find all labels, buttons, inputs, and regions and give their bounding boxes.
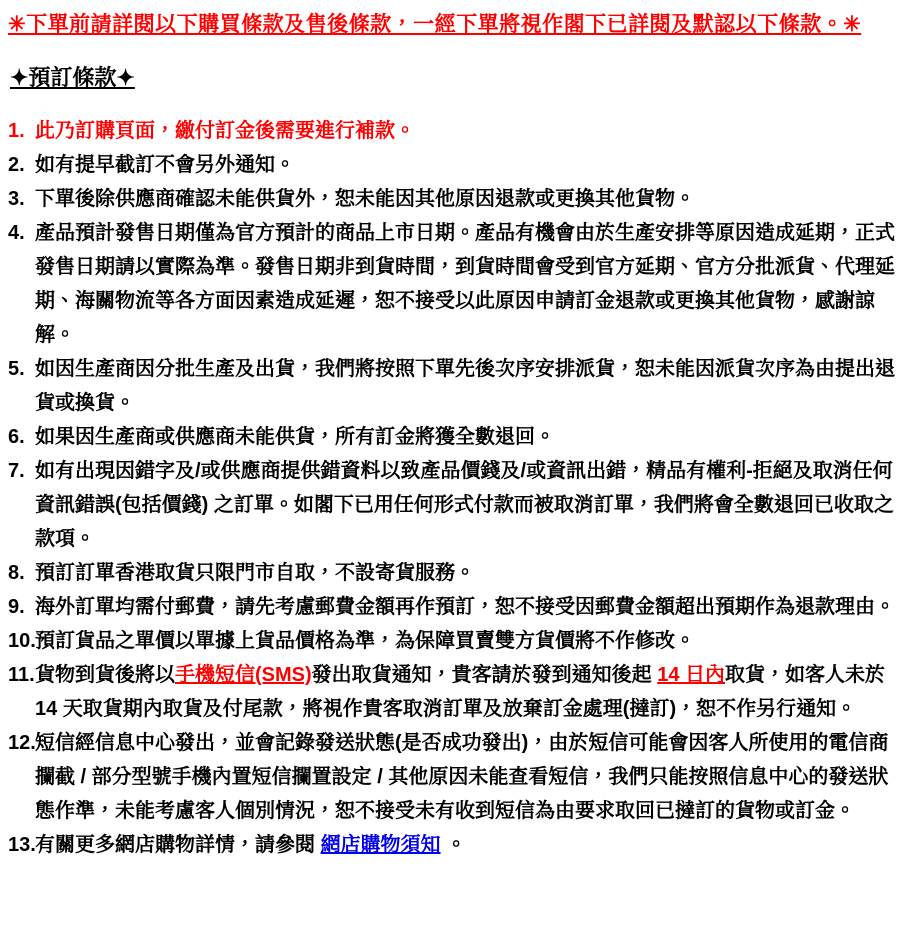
term-item-11 xyxy=(8,658,903,726)
term-number: 1. xyxy=(8,120,25,142)
term-number: 3. xyxy=(8,188,25,210)
term-text: 此乃訂購頁面，繳付訂金後需要進行補款。 xyxy=(35,120,415,142)
term-number: 2. xyxy=(8,154,25,176)
term-text: 如果因生產商或供應商未能供貨，所有訂金將獲全數退回。 xyxy=(35,426,555,448)
term-text: 如因生產商因分批生產及出貨，我們將按照下單先後次序安排派貨，恕未能因派貨次序為由提出退貨或換貨。 xyxy=(35,358,895,414)
term-text: 貨物到貨後將以 xyxy=(35,664,175,686)
term-text: 預訂貨品之單價以單據上貨品價格為準，為保障買賣雙方貨價將不作修改。 xyxy=(35,630,695,652)
term-text: 海外訂單均需付郵費，請先考慮郵費金額再作預訂，恕不接受因郵費金額超出預期作為退款理由。 xyxy=(35,596,895,618)
term-number: 10. xyxy=(8,630,36,652)
term-number: 8. xyxy=(8,562,25,584)
term-item-6 xyxy=(8,420,903,454)
term-text: 如有提早截訂不會另外通知。 xyxy=(35,154,295,176)
term-item-10 xyxy=(8,624,903,658)
term-number: 7. xyxy=(8,460,25,482)
term-number: 11. xyxy=(8,664,35,686)
term-text: 產品預計發售日期僅為官方預計的商品上市日期。產品有機會由於生產安排等原因造成延期，正式發售日期請以實際為準。發售日期非到貨時間，到貨時間會受到官方延期、官方分批派貨、代理延期、海關物流等各方面因素造成延遲，恕不接受以此原因申請訂金退款或更換其他貨物，感謝諒解。 xyxy=(35,222,895,346)
term-item-1 xyxy=(8,114,903,148)
term-text: 。 xyxy=(440,834,467,856)
pre-order-warning-header: ✳下單前請詳閱以下購買條款及售後條款，一經下單將視作閣下已詳閱及默認以下條款。✳ xyxy=(8,13,862,36)
term-text: 預訂訂單香港取貨只限門市自取，不設寄貨服務。 xyxy=(35,562,475,584)
term-number: 12. xyxy=(8,732,36,754)
term-highlight: 手機短信(SMS) xyxy=(175,664,312,686)
term-number: 4. xyxy=(8,222,25,244)
term-item-7 xyxy=(8,454,903,556)
preorder-terms-list xyxy=(8,114,903,862)
term-text: 如有出現因錯字及/或供應商提供錯資料以致產品價錢及/或資訊出錯，精品有權利-拒絕及取消任何資訊錯誤(包括價錢) 之訂單。如閣下已用任何形式付款而被取消訂單，我們將會全數退回已收取之款項。 xyxy=(35,460,894,550)
term-text: 發出取貨通知，貴客請於發到通知後起 xyxy=(311,664,658,686)
term-item-2 xyxy=(8,148,903,182)
term-text: 取貨，如客人未於 14 天取貨期內取貨及付尾款，將視作貴客取消訂單及放棄訂金處理(撻訂)，恕不作另行通知。 xyxy=(35,664,886,720)
store-shopping-notice-link[interactable]: 網店購物須知 xyxy=(320,834,441,856)
term-item-13 xyxy=(8,828,903,862)
term-number: 5. xyxy=(8,358,25,380)
term-item-8 xyxy=(8,556,903,590)
term-text: 有關更多網店購物詳情，請參閱 xyxy=(35,834,321,856)
term-item-5 xyxy=(8,352,903,420)
term-text: 下單後除供應商確認未能供貨外，恕未能因其他原因退款或更換其他貨物。 xyxy=(35,188,695,210)
term-number: 13. xyxy=(8,834,36,856)
term-item-3 xyxy=(8,182,903,216)
term-number: 6. xyxy=(8,426,25,448)
term-highlight: 14 日內 xyxy=(657,664,726,686)
preorder-terms-heading: ✦預訂條款✦ xyxy=(10,65,135,90)
term-item-12 xyxy=(8,726,903,828)
term-text: 短信經信息中心發出，並會記錄發送狀態(是否成功發出)，由於短信可能會因客人所使用的電信商攔截 / 部分型號手機內置短信攔置設定 / 其他原因未能查看短信，我們只能按照信息中心的發送狀態作準，未能考慮客人個別情況，恕不接受未有收到短信為由要求取回已撻訂的貨物或訂金。 xyxy=(35,732,889,822)
term-number: 9. xyxy=(8,596,25,618)
term-item-9 xyxy=(8,590,903,624)
term-item-4 xyxy=(8,216,903,352)
